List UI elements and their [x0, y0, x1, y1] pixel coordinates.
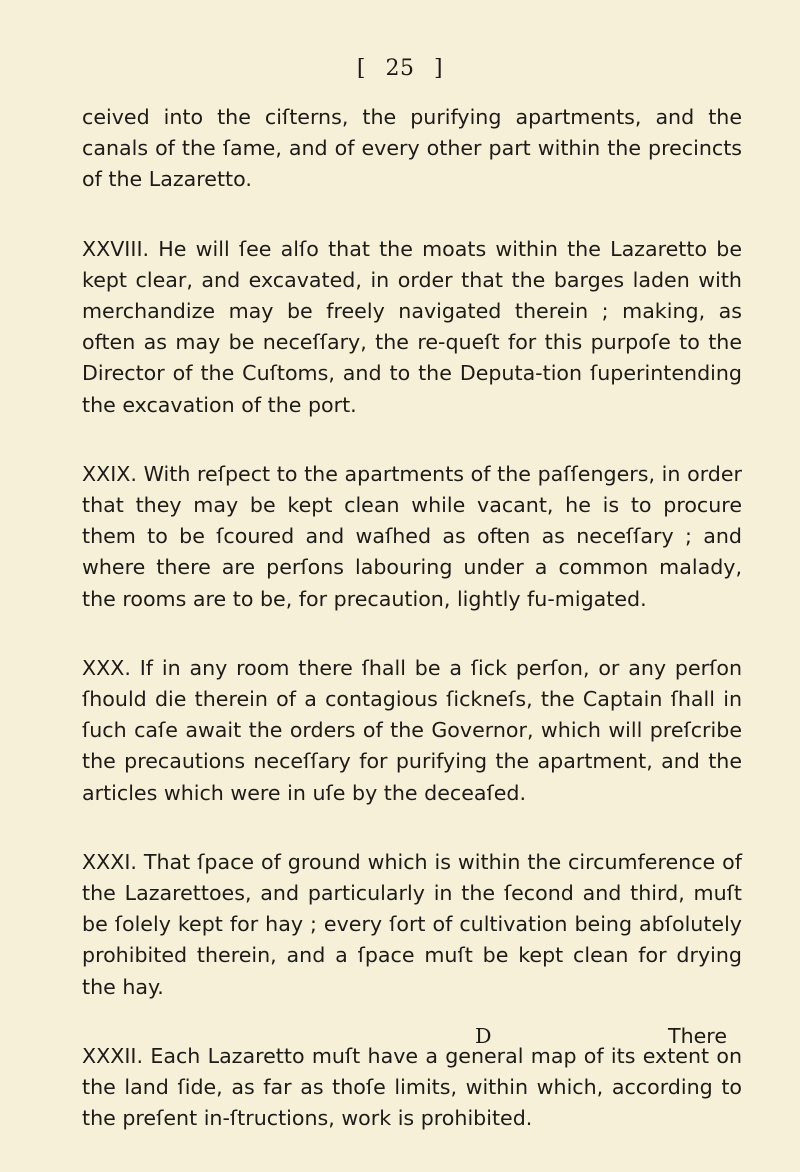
article-number: XXX.	[82, 655, 131, 680]
paragraph-article-xxix	[82, 459, 742, 615]
paragraph-text: If in any room there ſhall be a ſick perſon, or any perſon ſhould die therein of a contagious ſickneſs, the Captain ſhall in ſuch caſe await the orders of the Governor, which will preſcribe the precautions neceſſary for purifying the apartment, and the articles which were in uſe by the deceaſed.	[82, 655, 743, 805]
paragraph-continuation	[82, 102, 742, 196]
article-number: XXVIII.	[82, 236, 150, 261]
catchword: There	[668, 1024, 727, 1048]
article-number: XXIX.	[82, 461, 137, 486]
header-close-bracket: ]	[434, 56, 444, 81]
signature-mark: D	[475, 1024, 492, 1048]
paragraph-text: ceived into the ciſterns, the purifying apartments, and the canals of the ſame, and of every other part within the precincts of the Lazaretto.	[82, 105, 742, 192]
paragraph-text: Each Lazaretto muſt have a general map of its extent on the land ſide, as far as thoſe limits, within which, according to the preſent in-ſtructions, work is prohibited.	[82, 1043, 742, 1131]
paragraph-article-xxviii	[82, 234, 742, 421]
page-number: 25	[385, 56, 415, 81]
paragraph-article-xxx	[82, 653, 742, 809]
article-number: XXXII.	[82, 1043, 144, 1068]
paragraph-article-xxxii	[82, 1041, 742, 1135]
page-header	[0, 56, 800, 81]
paragraph-text: That ſpace of ground which is within the circumference of the Lazarettoes, and particularly in the ſecond and third, muſt be ſolely kept for hay ; every ſort of cultivation being abſolutely prohibited therein, and a ſpace muſt be kept clean for drying the hay.	[82, 849, 742, 999]
article-number: XXXI.	[82, 849, 137, 874]
header-open-bracket: [	[356, 56, 366, 81]
paragraph-article-xxxi	[82, 847, 742, 1003]
page-body	[82, 102, 742, 1172]
paragraph-text: He will ſee alſo that the moats within the Lazaretto be kept clear, and excavated, in order that the barges laden with merchandize may be freely navigated therein ; making, as often as may be neceſſary, the re-queſt for this purpoſe to the Director of the Cuſtoms, and to the Deputa-tion ſuperintending the excavation of the port.	[82, 236, 742, 417]
paragraph-text: With reſpect to the apartments of the paſſengers, in order that they may be kept clean while vacant, he is to procure them to be ſcoured and waſhed as often as neceſſary ; and where there are perſons labouring under a common malady, the rooms are to be, for precaution, lightly fu-migated.	[82, 461, 743, 611]
